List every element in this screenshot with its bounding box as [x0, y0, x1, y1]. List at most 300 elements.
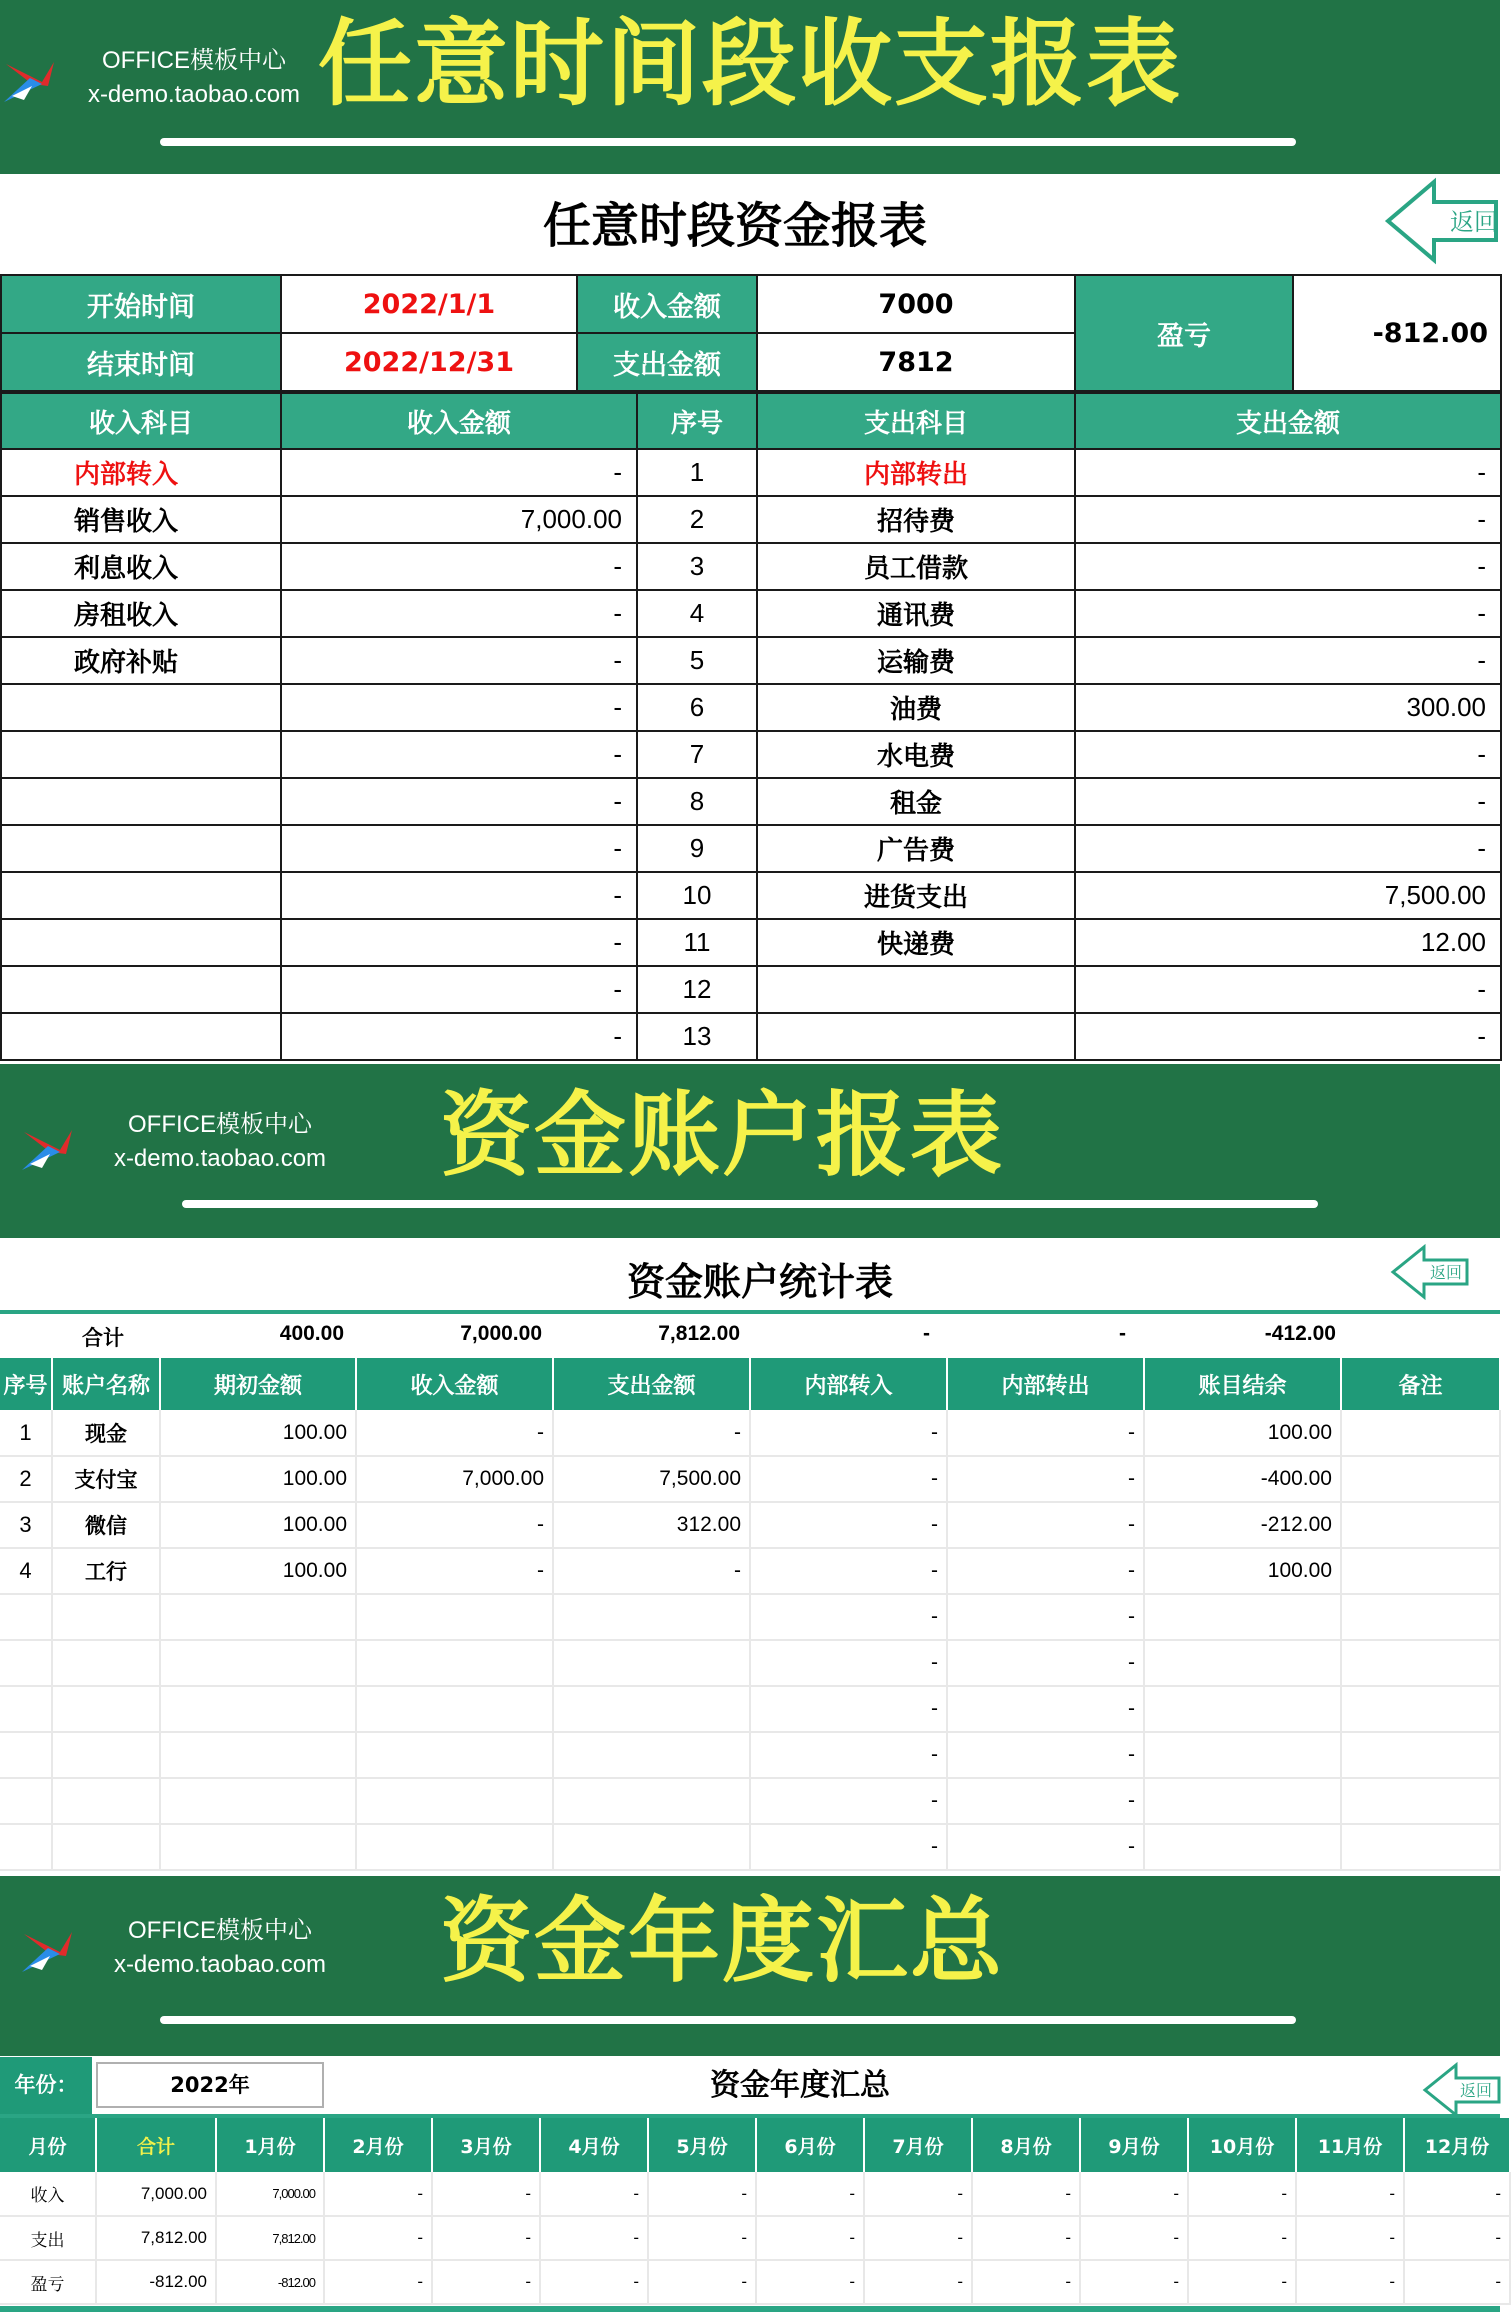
- month-cell: 7,000.00: [216, 2172, 324, 2216]
- header-income-item: 收入科目: [1, 393, 281, 449]
- month-cell: -: [756, 2172, 864, 2216]
- expense-item-cell[interactable]: [757, 966, 1075, 1013]
- header-opening: 期初金额: [160, 1358, 356, 1410]
- total-cell: 7,812.00: [96, 2216, 216, 2260]
- account-name-cell[interactable]: [52, 1686, 160, 1732]
- note-cell[interactable]: [1341, 1548, 1500, 1594]
- income-item-cell[interactable]: 内部转入: [1, 449, 281, 496]
- banner-1: [0, 0, 1500, 174]
- year-field[interactable]: 2022年: [96, 2062, 324, 2108]
- totals-balance: -412.00: [1264, 1322, 1336, 1345]
- month-cell: -: [1404, 2260, 1510, 2304]
- end-label: 结束时间: [1, 333, 281, 391]
- balance-cell: -212.00: [1144, 1502, 1341, 1548]
- table-row: [0, 1594, 1500, 1640]
- account-name-cell[interactable]: 工行: [52, 1548, 160, 1594]
- header-cell: 6月份: [756, 2118, 864, 2172]
- income-amount-cell: 7,000.00: [281, 496, 637, 543]
- account-name-cell[interactable]: 支付宝: [52, 1456, 160, 1502]
- income-cell: [356, 1824, 553, 1870]
- expense-amount-cell: 7,500.00: [1075, 872, 1501, 919]
- brand-logo-icon: [2, 56, 58, 108]
- note-cell[interactable]: [1341, 1686, 1500, 1732]
- totals-transfer-out: -: [1119, 1322, 1126, 1345]
- row-number-cell: 3: [0, 1502, 52, 1548]
- transfer-in-cell: -: [750, 1778, 947, 1824]
- month-cell: -: [1296, 2216, 1404, 2260]
- opening-cell[interactable]: [160, 1778, 356, 1824]
- expense-total: 7812: [757, 333, 1075, 391]
- table-row: [0, 2216, 1510, 2260]
- income-item-cell[interactable]: [1, 684, 281, 731]
- brand-name: OFFICE模板中心: [128, 1917, 312, 1944]
- balance-cell: [1144, 1732, 1341, 1778]
- month-cell: -: [972, 2260, 1080, 2304]
- month-cell: -: [540, 2172, 648, 2216]
- expense-cell: [553, 1640, 750, 1686]
- header-cell: 3月份: [432, 2118, 540, 2172]
- header-income-amount: 收入金额: [281, 393, 637, 449]
- account-table: [0, 1358, 1501, 1871]
- account-name-cell[interactable]: [52, 1732, 160, 1778]
- income-cell: 7,000.00: [356, 1456, 553, 1502]
- table-row: [0, 1548, 1500, 1594]
- transfer-in-cell: -: [750, 1594, 947, 1640]
- month-cell: -: [1188, 2216, 1296, 2260]
- expense-item-cell[interactable]: 租金: [757, 778, 1075, 825]
- account-name-cell[interactable]: [52, 1824, 160, 1870]
- header-balance: 账目结余: [1144, 1358, 1341, 1410]
- expense-item-cell[interactable]: 招待费: [757, 496, 1075, 543]
- totals-income: 7,000.00: [460, 1322, 542, 1345]
- opening-cell[interactable]: 100.00: [160, 1456, 356, 1502]
- brand-url: x-demo.taobao.com: [113, 1951, 327, 1978]
- income-amount-cell: -: [281, 778, 637, 825]
- expense-amount-cell: -: [1075, 731, 1501, 778]
- table-row: [0, 1456, 1500, 1502]
- annual-summary-table: [0, 2118, 1511, 2305]
- income-label: 收入金额: [577, 275, 757, 333]
- total-cell: -812.00: [96, 2260, 216, 2304]
- header-cell: 10月份: [1188, 2118, 1296, 2172]
- balance-cell: -400.00: [1144, 1456, 1341, 1502]
- header-cell: 11月份: [1296, 2118, 1404, 2172]
- month-cell: -: [324, 2216, 432, 2260]
- month-cell: -: [1188, 2260, 1296, 2304]
- expense-item-cell[interactable]: 内部转出: [757, 449, 1075, 496]
- month-cell: -: [648, 2216, 756, 2260]
- income-cell: [356, 1594, 553, 1640]
- income-item-cell[interactable]: 利息收入: [1, 543, 281, 590]
- month-cell: -: [756, 2216, 864, 2260]
- expense-amount-cell: -: [1075, 590, 1501, 637]
- header-cell: 9月份: [1080, 2118, 1188, 2172]
- banner-rule: [160, 2016, 1296, 2024]
- transfer-out-cell: -: [947, 1640, 1144, 1686]
- profit-value: -812.00: [1293, 275, 1501, 391]
- back-button[interactable]: [1422, 2062, 1500, 2118]
- table-row: [1, 731, 1501, 778]
- row-number-cell: 1: [0, 1410, 52, 1456]
- opening-cell[interactable]: [160, 1824, 356, 1870]
- transfer-out-cell: -: [947, 1594, 1144, 1640]
- row-number-cell: 2: [637, 496, 757, 543]
- back-arrow-icon: [1422, 2062, 1500, 2118]
- totals-opening: 400.00: [279, 1322, 344, 1345]
- note-cell[interactable]: [1341, 1410, 1500, 1456]
- opening-cell[interactable]: [160, 1732, 356, 1778]
- income-cell: [356, 1778, 553, 1824]
- expense-item-cell[interactable]: 快递费: [757, 919, 1075, 966]
- income-item-cell[interactable]: [1, 919, 281, 966]
- header-cell: 4月份: [540, 2118, 648, 2172]
- expense-amount-cell: -: [1075, 496, 1501, 543]
- expense-cell: [553, 1594, 750, 1640]
- brand-name: OFFICE模板中心: [102, 47, 286, 74]
- balance-cell: [1144, 1594, 1341, 1640]
- banner-rule: [182, 1200, 1318, 1208]
- month-cell: -: [648, 2172, 756, 2216]
- month-cell: -: [756, 2260, 864, 2304]
- income-item-cell[interactable]: [1, 966, 281, 1013]
- income-item-cell[interactable]: 政府补贴: [1, 637, 281, 684]
- header-income: 收入金额: [356, 1358, 553, 1410]
- account-name-cell[interactable]: 现金: [52, 1410, 160, 1456]
- row-label-cell: 支出: [0, 2216, 96, 2260]
- transfer-in-cell: -: [750, 1456, 947, 1502]
- back-label: 返回: [1450, 208, 1498, 236]
- note-cell[interactable]: [1341, 1824, 1500, 1870]
- expense-item-cell[interactable]: 运输费: [757, 637, 1075, 684]
- expense-cell: [553, 1732, 750, 1778]
- expense-cell: -: [553, 1410, 750, 1456]
- back-button[interactable]: [1384, 178, 1500, 264]
- income-amount-cell: -: [281, 637, 637, 684]
- transfer-out-cell: -: [947, 1548, 1144, 1594]
- income-amount-cell: -: [281, 966, 637, 1013]
- note-cell[interactable]: [1341, 1502, 1500, 1548]
- brand-url: x-demo.taobao.com: [113, 1145, 327, 1172]
- expense-amount-cell: -: [1075, 966, 1501, 1013]
- table-row: [1, 825, 1501, 872]
- table-row: [1, 590, 1501, 637]
- income-cell: -: [356, 1410, 553, 1456]
- totals-expense: 7,812.00: [658, 1322, 740, 1345]
- back-button[interactable]: [1390, 1244, 1470, 1300]
- brand-text: [90, 1108, 350, 1176]
- back-label: 返回: [1430, 1263, 1463, 1282]
- income-amount-cell: -: [281, 1013, 637, 1060]
- table-row: [0, 1732, 1500, 1778]
- table-row: [1, 966, 1501, 1013]
- balance-cell: 100.00: [1144, 1410, 1341, 1456]
- expense-cell: [553, 1686, 750, 1732]
- totals-label: 合计: [82, 1326, 124, 1350]
- income-expense-table: [0, 392, 1502, 1061]
- row-number-cell: [0, 1686, 52, 1732]
- header-cell: 合计: [96, 2118, 216, 2172]
- income-cell: -: [356, 1548, 553, 1594]
- transfer-out-cell: -: [947, 1824, 1144, 1870]
- transfer-out-cell: -: [947, 1456, 1144, 1502]
- opening-cell[interactable]: 100.00: [160, 1410, 356, 1456]
- expense-amount-cell: -: [1075, 778, 1501, 825]
- row-number-cell: 1: [637, 449, 757, 496]
- note-cell[interactable]: [1341, 1594, 1500, 1640]
- balance-cell: [1144, 1640, 1341, 1686]
- note-cell[interactable]: [1341, 1640, 1500, 1686]
- table-row: [1, 496, 1501, 543]
- expense-amount-cell: 12.00: [1075, 919, 1501, 966]
- totals-transfer-in: -: [923, 1322, 930, 1345]
- balance-cell: [1144, 1686, 1341, 1732]
- row-number-cell: 5: [637, 637, 757, 684]
- header-expense-item: 支出科目: [757, 393, 1075, 449]
- income-amount-cell: -: [281, 449, 637, 496]
- opening-cell[interactable]: 100.00: [160, 1548, 356, 1594]
- transfer-in-cell: -: [750, 1686, 947, 1732]
- transfer-in-cell: -: [750, 1410, 947, 1456]
- back-arrow-icon: [1390, 1244, 1470, 1300]
- month-cell: -: [972, 2172, 1080, 2216]
- banner-3: [0, 1876, 1500, 2056]
- income-cell: [356, 1732, 553, 1778]
- table-row: [0, 1640, 1500, 1686]
- expense-cell: 312.00: [553, 1502, 750, 1548]
- income-amount-cell: -: [281, 919, 637, 966]
- table-header: [1, 393, 1501, 449]
- table-row: [1, 637, 1501, 684]
- month-cell: -: [1080, 2216, 1188, 2260]
- header-cell: 月份: [0, 2118, 96, 2172]
- note-cell[interactable]: [1341, 1456, 1500, 1502]
- table-row: [1, 449, 1501, 496]
- row-number-cell: 10: [637, 872, 757, 919]
- expense-label: 支出金额: [577, 333, 757, 391]
- expense-item-cell[interactable]: 水电费: [757, 731, 1075, 778]
- income-cell: [356, 1640, 553, 1686]
- totals-row: [0, 1314, 1500, 1358]
- header-cell: 5月份: [648, 2118, 756, 2172]
- income-item-cell[interactable]: [1, 825, 281, 872]
- back-arrow-icon: [1384, 178, 1500, 264]
- income-total: 7000: [757, 275, 1075, 333]
- income-amount-cell: -: [281, 872, 637, 919]
- income-item-cell[interactable]: 销售收入: [1, 496, 281, 543]
- table-row: [1, 684, 1501, 731]
- sheet-title: 资金年度汇总: [710, 2068, 890, 2103]
- header-cell: 7月份: [864, 2118, 972, 2172]
- opening-cell[interactable]: [160, 1640, 356, 1686]
- opening-cell[interactable]: [160, 1686, 356, 1732]
- income-cell: -: [356, 1502, 553, 1548]
- balance-cell: 100.00: [1144, 1548, 1341, 1594]
- row-number-cell: 9: [637, 825, 757, 872]
- banner-rule: [160, 138, 1296, 146]
- header-cell: 12月份: [1404, 2118, 1510, 2172]
- banner-title: 任意时间段收支报表: [318, 10, 1183, 119]
- month-cell: -: [432, 2172, 540, 2216]
- month-cell: -: [432, 2216, 540, 2260]
- brand-url: x-demo.taobao.com: [87, 81, 301, 108]
- expense-amount-cell: -: [1075, 825, 1501, 872]
- brand-text: [64, 44, 324, 112]
- income-amount-cell: -: [281, 590, 637, 637]
- expense-amount-cell: -: [1075, 637, 1501, 684]
- month-cell: 7,812.00: [216, 2216, 324, 2260]
- month-cell: -: [324, 2172, 432, 2216]
- expense-cell: -: [553, 1548, 750, 1594]
- income-item-cell[interactable]: [1, 731, 281, 778]
- table-row: [0, 2172, 1510, 2216]
- income-amount-cell: -: [281, 731, 637, 778]
- month-cell: -: [1080, 2172, 1188, 2216]
- header-cell: 2月份: [324, 2118, 432, 2172]
- account-name-cell[interactable]: 微信: [52, 1502, 160, 1548]
- account-name-cell[interactable]: [52, 1640, 160, 1686]
- income-item-cell[interactable]: [1, 1013, 281, 1060]
- transfer-out-cell: -: [947, 1410, 1144, 1456]
- opening-cell[interactable]: [160, 1594, 356, 1640]
- banner-2: [0, 1064, 1500, 1238]
- month-cell: -: [972, 2216, 1080, 2260]
- brand-text: [90, 1914, 350, 1982]
- month-cell: -: [324, 2260, 432, 2304]
- month-cell: -: [1188, 2172, 1296, 2216]
- month-cell: -: [540, 2260, 648, 2304]
- transfer-in-cell: -: [750, 1502, 947, 1548]
- transfer-in-cell: -: [750, 1548, 947, 1594]
- month-cell: -812.00: [216, 2260, 324, 2304]
- end-date-field[interactable]: 2022/12/31: [281, 333, 577, 391]
- income-cell: [356, 1686, 553, 1732]
- header-expense: 支出金额: [553, 1358, 750, 1410]
- row-number-cell: 13: [637, 1013, 757, 1060]
- back-label: 返回: [1460, 2081, 1493, 2100]
- transfer-out-cell: -: [947, 1686, 1144, 1732]
- table-row: [1, 919, 1501, 966]
- table-row: [0, 1824, 1500, 1870]
- month-cell: -: [648, 2260, 756, 2304]
- table-row: [0, 1502, 1500, 1548]
- table-row: [1, 543, 1501, 590]
- income-amount-cell: -: [281, 684, 637, 731]
- brand-logo-icon: [20, 1926, 76, 1978]
- income-item-cell[interactable]: [1, 778, 281, 825]
- balance-cell: [1144, 1778, 1341, 1824]
- row-number-cell: 4: [637, 590, 757, 637]
- row-number-cell: 7: [637, 731, 757, 778]
- brand-logo-icon: [20, 1124, 76, 1176]
- row-number-cell: 3: [637, 543, 757, 590]
- account-name-cell[interactable]: [52, 1778, 160, 1824]
- expense-item-cell[interactable]: 通讯费: [757, 590, 1075, 637]
- row-label-cell: 收入: [0, 2172, 96, 2216]
- brand-name: OFFICE模板中心: [128, 1111, 312, 1138]
- expense-cell: [553, 1778, 750, 1824]
- header-note: 备注: [1341, 1358, 1500, 1410]
- month-cell: -: [432, 2260, 540, 2304]
- expense-item-cell[interactable]: 员工借款: [757, 543, 1075, 590]
- divider: [0, 2306, 1500, 2312]
- expense-cell: [553, 1824, 750, 1870]
- income-amount-cell: -: [281, 543, 637, 590]
- table-row: [1, 1013, 1501, 1060]
- expense-amount-cell: -: [1075, 543, 1501, 590]
- header-no: 序号: [637, 393, 757, 449]
- expense-item-cell[interactable]: [757, 1013, 1075, 1060]
- transfer-in-cell: -: [750, 1640, 947, 1686]
- month-cell: -: [540, 2216, 648, 2260]
- banner-title: 资金年度汇总: [440, 1888, 1005, 1995]
- month-cell: -: [864, 2216, 972, 2260]
- header-cell: 8月份: [972, 2118, 1080, 2172]
- row-number-cell: 4: [0, 1548, 52, 1594]
- month-cell: -: [1404, 2216, 1510, 2260]
- table-row: [0, 1686, 1500, 1732]
- start-date-field[interactable]: 2022/1/1: [281, 275, 577, 333]
- income-item-cell[interactable]: 房租收入: [1, 590, 281, 637]
- table-row: [0, 1778, 1500, 1824]
- header-no: 序号: [0, 1358, 52, 1410]
- table-row: [0, 1410, 1500, 1456]
- opening-cell[interactable]: 100.00: [160, 1502, 356, 1548]
- sheet-title: 资金账户统计表: [626, 1260, 893, 1304]
- header-transfer-out: 内部转出: [947, 1358, 1144, 1410]
- transfer-out-cell: -: [947, 1778, 1144, 1824]
- table-header: [0, 2118, 1510, 2172]
- expense-amount-cell: 300.00: [1075, 684, 1501, 731]
- transfer-out-cell: -: [947, 1732, 1144, 1778]
- transfer-in-cell: -: [750, 1732, 947, 1778]
- table-row: [1, 778, 1501, 825]
- expense-item-cell[interactable]: 油费: [757, 684, 1075, 731]
- month-cell: -: [1404, 2172, 1510, 2216]
- header-cell: 1月份: [216, 2118, 324, 2172]
- total-cell: 7,000.00: [96, 2172, 216, 2216]
- start-label: 开始时间: [1, 275, 281, 333]
- transfer-in-cell: -: [750, 1824, 947, 1870]
- row-label-cell: 盈亏: [0, 2260, 96, 2304]
- note-cell[interactable]: [1341, 1732, 1500, 1778]
- row-number-cell: 8: [637, 778, 757, 825]
- table-row: [0, 2260, 1510, 2304]
- account-name-cell[interactable]: [52, 1594, 160, 1640]
- income-item-cell[interactable]: [1, 872, 281, 919]
- note-cell[interactable]: [1341, 1778, 1500, 1824]
- row-number-cell: 6: [637, 684, 757, 731]
- income-amount-cell: -: [281, 825, 637, 872]
- expense-item-cell[interactable]: 进货支出: [757, 872, 1075, 919]
- expense-amount-cell: -: [1075, 1013, 1501, 1060]
- expense-item-cell[interactable]: 广告费: [757, 825, 1075, 872]
- table-row: [1, 872, 1501, 919]
- row-number-cell: [0, 1824, 52, 1870]
- row-number-cell: [0, 1778, 52, 1824]
- profit-label: 盈亏: [1075, 275, 1293, 391]
- year-label: 年份：: [0, 2057, 92, 2114]
- row-number-cell: 2: [0, 1456, 52, 1502]
- header-transfer-in: 内部转入: [750, 1358, 947, 1410]
- month-cell: -: [1296, 2172, 1404, 2216]
- sheet-title: 任意时段资金报表: [542, 198, 927, 254]
- month-cell: -: [1296, 2260, 1404, 2304]
- header-expense-amount: 支出金额: [1075, 393, 1501, 449]
- banner-title: 资金账户报表: [440, 1082, 1005, 1189]
- month-cell: -: [864, 2260, 972, 2304]
- balance-cell: [1144, 1824, 1341, 1870]
- row-number-cell: 11: [637, 919, 757, 966]
